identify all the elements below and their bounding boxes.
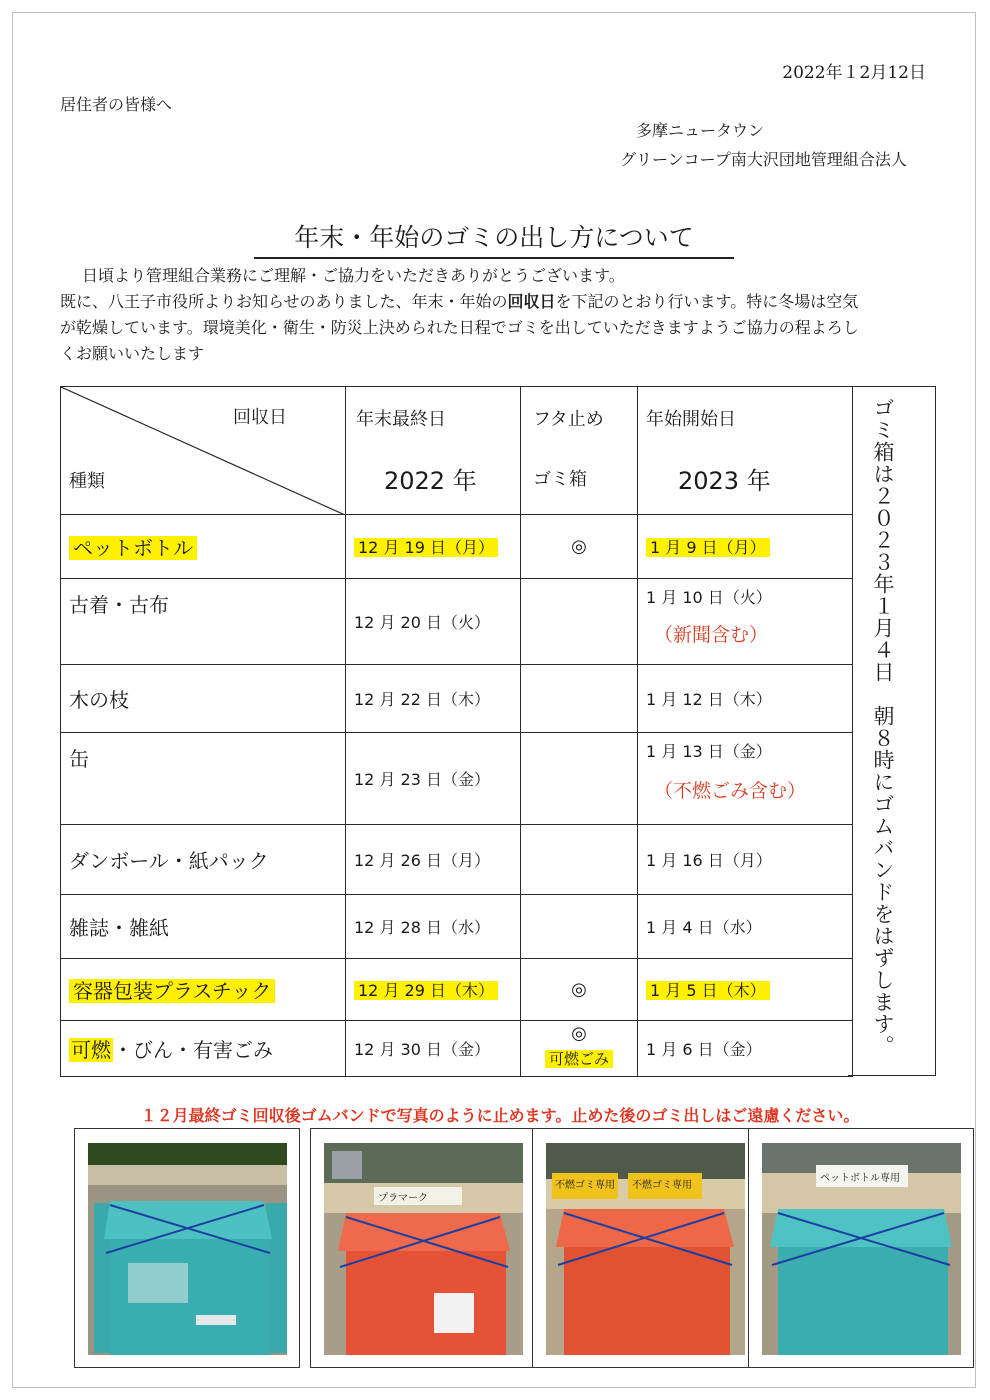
new-year-cell: 1 月 9 日（月）: [638, 515, 853, 579]
photo-sign-plastic: プラマーク: [378, 1193, 428, 1204]
header-lid-label: フタ止め: [533, 409, 604, 430]
lid-cell: [521, 733, 638, 825]
photo-cyan-bin-pet: [748, 1128, 974, 1368]
lid-cell: ◎ 可燃ごみ: [521, 1021, 638, 1077]
table-row: [61, 733, 853, 825]
lid-cell: ◎: [521, 515, 638, 579]
collection-schedule-table: [60, 386, 853, 1077]
table-row: [61, 959, 853, 1021]
table-row: [61, 825, 853, 895]
photo-sign-pet: ペットボトル専用: [820, 1173, 900, 1184]
bin-photo-image: [546, 1143, 745, 1355]
header-new-year: [638, 387, 853, 515]
type-cell: 木の枝: [61, 665, 346, 733]
lid-cell: [521, 895, 638, 959]
year-end-cell: 12 月 20 日（火）: [346, 579, 521, 665]
new-year-cell: 1 月 10 日（火） （新聞含む）: [638, 579, 853, 665]
table-row: [61, 515, 853, 579]
year-end-cell: 12 月 28 日（水）: [346, 895, 521, 959]
new-year-cell: 1 月 12 日（木）: [638, 665, 853, 733]
type-cell: 容器包装プラスチック: [61, 959, 346, 1021]
year-end-cell: 12 月 22 日（木）: [346, 665, 521, 733]
year-end-cell: 12 月 23 日（金）: [346, 733, 521, 825]
new-year-cell: 1 月 6 日（金）: [638, 1021, 853, 1077]
sender-organization: グリーンコープ南大沢団地管理組合法人: [620, 150, 907, 169]
bin-photo-image: [324, 1143, 523, 1355]
year-end-cell: 12 月 29 日（木）: [346, 959, 521, 1021]
diagonal-line: [61, 387, 345, 515]
table-row: [61, 665, 853, 733]
photo-orange-bin-plastic: [310, 1128, 536, 1368]
header-year-end-year: 2022 年: [384, 467, 477, 495]
side-note: ゴミ箱は２０２３年１月４日 朝８時にゴムバンドをはずします。: [871, 397, 895, 1057]
start-note: （不燃ごみ含む）: [654, 780, 807, 802]
lid-note: 可燃ごみ: [545, 1050, 613, 1068]
header-new-year-label: 年始開始日: [646, 409, 736, 430]
intro-line-2: 既に、八王子市役所よりお知らせのありました、年末・年始の回収日を下記のとおり行います。特に冬場は空気: [60, 292, 859, 311]
type-cell: ダンボール・紙パック: [61, 825, 346, 895]
bin-photo-image: [88, 1143, 287, 1355]
year-end-cell: 12 月 30 日（金）: [346, 1021, 521, 1077]
new-year-cell: 1 月 16 日（月）: [638, 825, 853, 895]
header-bin-label: ゴミ箱: [533, 469, 587, 490]
photo-sign-nonburnable-b: 不燃ゴミ専用: [632, 1180, 692, 1191]
addressee: 居住者の皆様へ: [60, 95, 173, 114]
intro-line-1: 日頃より管理組合業務にご理解・ご協力をいただきありがとうございます。: [82, 266, 625, 285]
header-lid-closed: [521, 387, 638, 515]
photo-sign-nonburnable-a: 不燃ゴミ専用: [555, 1180, 615, 1191]
photo-orange-bin-nonburnable: [532, 1128, 758, 1368]
table-row: [61, 1021, 853, 1077]
table-row: [61, 895, 853, 959]
diagonal-header-cell: [61, 387, 346, 515]
intro-line-3: が乾燥しています。環境美化・衛生・防災上決められた日程でゴミを出していただきますようご協力の程よろし: [60, 318, 859, 337]
lid-cell: ◎: [521, 959, 638, 1021]
new-year-cell: 1 月 5 日（木）: [638, 959, 853, 1021]
lid-cell: [521, 579, 638, 665]
rubber-band-notice: １２月最終ゴミ回収後ゴムバンドで写真のように止めます。止めた後のゴミ出しはご遠慮ください。: [140, 1106, 860, 1125]
side-note-column: [848, 386, 936, 1076]
table-row: [61, 579, 853, 665]
header-year-end-label: 年末最終日: [356, 409, 446, 430]
type-cell: 雑誌・雑紙: [61, 895, 346, 959]
type-cell: ペットボトル: [61, 515, 346, 579]
header-collection-day: 回収日: [233, 407, 287, 428]
sender-area: 多摩ニュータウン: [636, 121, 765, 140]
lid-cell: [521, 825, 638, 895]
year-end-cell: 12 月 26 日（月）: [346, 825, 521, 895]
photo-cyan-bin-1: [74, 1128, 300, 1368]
type-cell: 古着・古布: [61, 579, 346, 665]
header-new-year-year: 2023 年: [678, 467, 771, 495]
notice-date: 2022年１2月12日: [782, 63, 926, 83]
start-note: （新聞含む）: [654, 624, 769, 646]
new-year-cell: 1 月 13 日（金） （不燃ごみ含む）: [638, 733, 853, 825]
year-end-cell: 12 月 19 日（月）: [346, 515, 521, 579]
new-year-cell: 1 月 4 日（水）: [638, 895, 853, 959]
type-cell: 缶: [61, 733, 346, 825]
header-year-end: [346, 387, 521, 515]
page-title: 年末・年始のゴミの出し方について: [254, 218, 734, 259]
header-type: 種類: [69, 471, 105, 492]
intro-line-4: くお願いいたします: [60, 344, 205, 363]
table-header-row: [61, 387, 853, 515]
lid-cell: [521, 665, 638, 733]
type-cell: 可燃 ・びん・有害ごみ: [61, 1021, 346, 1077]
